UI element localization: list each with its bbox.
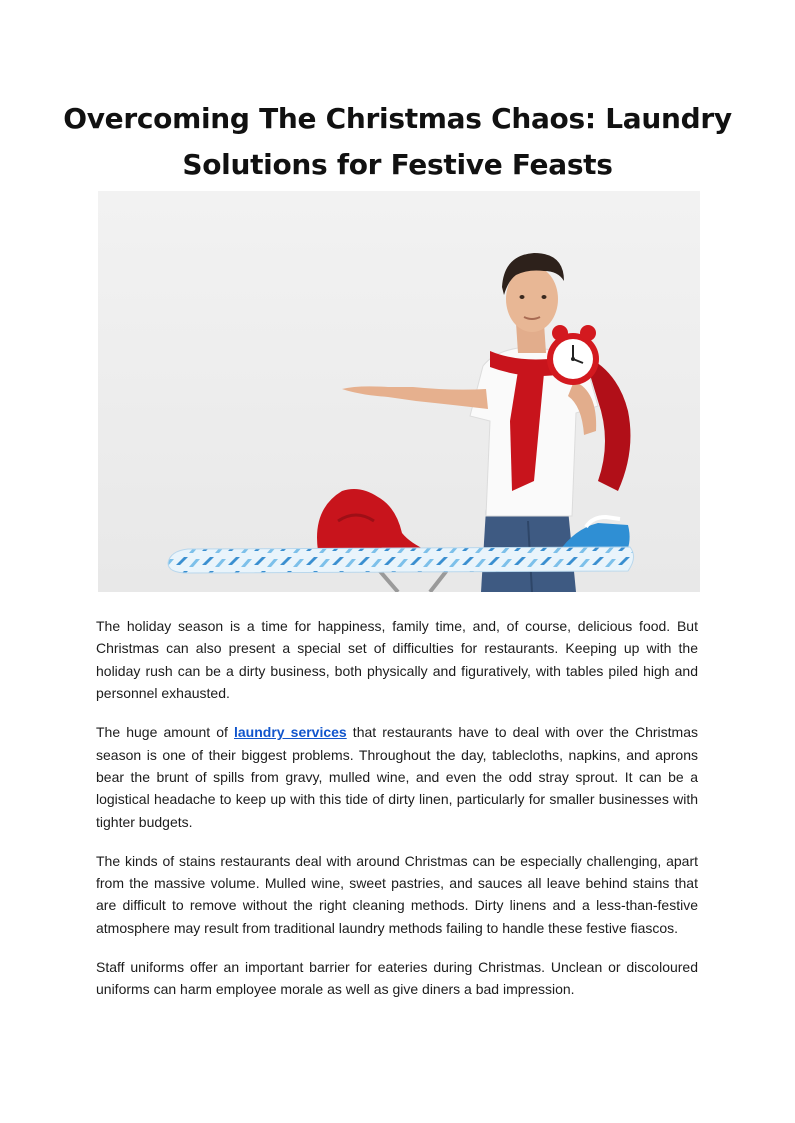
hero-image [98, 191, 700, 592]
paragraph-3: The kinds of stains restaurants deal with around Christmas can be especially challenging, apart from the massive volume. Mulled wine, sweet pastries, and sauces all leave behind stains that are difficult to remove without the right cleaning methods. Dirty linens and a less-than-festive atmosphere may result from traditional laundry methods failing to handle these festive fiascos. [96, 852, 698, 936]
paragraph-1: The holiday season is a time for happiness, family time, and, of course, delicious food. But Christmas can also present a special set of difficulties for restaurants. Keeping up with the holiday rush can be a dirty business, both physically and figuratively, with tables piled high and personnel exhausted. [96, 618, 698, 702]
laundry-services-link[interactable]: laundry services [234, 724, 347, 741]
paragraph-4: Staff uniforms offer an important barrier for eateries during Christmas. Unclean or discoloured uniforms can harm employee morale as well as give diners a bad impression. [96, 958, 698, 998]
man-with-clock-ironing-illustration [98, 191, 700, 592]
ironing-board [168, 547, 634, 573]
page-title [60, 96, 735, 188]
article-body [96, 615, 698, 1017]
red-alarm-clock [547, 325, 599, 385]
paragraph-2 [96, 721, 698, 833]
title-line-2: Solutions for Festive Feasts [182, 148, 613, 181]
title-line-1: Overcoming The Christmas Chaos: Laundry [63, 102, 732, 135]
paragraph-2-lead: The huge amount of [96, 724, 234, 741]
paragraph-2-rest: that restaurants have to deal with over the Christmas season is one of their biggest problems. Throughout the day, tablecloths, napkins, and aprons bear the brunt of spills from gravy, mulled wine, and even the odd stray sprout. It can be a logistical headache to keep up with this tide of dirty linen, particularly for smaller businesses with tighter budgets. [96, 724, 699, 830]
